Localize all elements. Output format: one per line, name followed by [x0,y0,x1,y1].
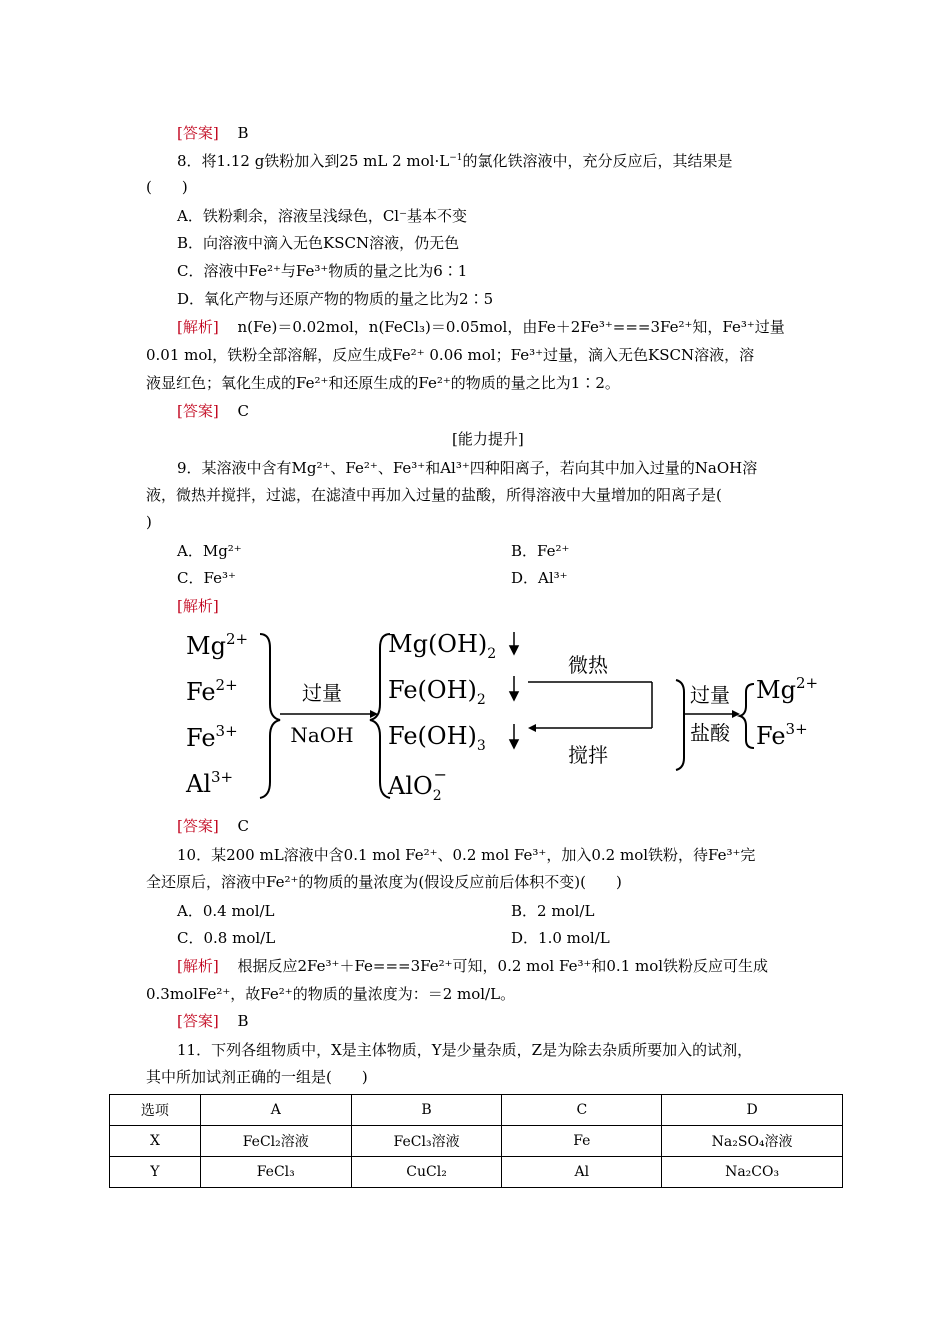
right-bracket [676,680,684,770]
question-10-stem: 全还原后，溶液中Fe²⁺的物质的量浓度为(假设反应前后体积不变)( ) [146,873,622,891]
acid-top-label: 过量 [690,683,730,707]
option-9-c: C．Fe³⁺ [177,569,236,587]
reagent-top-label: 过量 [302,681,342,705]
table-cell: CuCl₂ [351,1157,502,1188]
analysis-text: n(Fe)＝0.02mol，n(FeCl₃)＝0.05mol，由Fe＋2Fe³⁺===3Fe²⁺知，Fe³⁺过量 [237,318,785,336]
analysis-text: 0.01 mol，铁粉全部溶解，反应生成Fe²⁺ 0.06 mol；Fe³⁺过量，滴入无色KSCN溶液，溶 [146,346,755,364]
analysis-line-q9 [177,595,219,617]
table-cell: Na₂CO₃ [662,1157,843,1188]
question-8-stem-part: 8．将1.12 g铁粉加入到25 mL 2 mol·L [177,152,450,170]
table-row [110,1126,843,1157]
table-header-cell: D [662,1095,843,1126]
reaction-scheme [180,628,850,808]
ion-label: $Al^{3+}$ [186,768,234,798]
answer-line-q9 [177,815,249,837]
analysis-line-q10 [177,955,768,977]
table-cell: FeCl₃ [200,1157,351,1188]
option-8-b: B．向溶液中滴入无色KSCN溶液，仍无色 [177,234,460,252]
acid-bottom-label: 盐酸 [690,721,730,745]
option-10-c: C．0.8 mol/L [177,929,276,947]
answer-tag: [答案] [177,402,219,420]
answer-value: B [237,1012,249,1030]
analysis-tag: [解析] [177,957,219,975]
option-10-a: A．0.4 mol/L [177,902,275,920]
question-9-stem: 9．某溶液中含有Mg²⁺、Fe²⁺、Fe³⁺和Al³⁺四种阳离子，若向其中加入过量的NaOH溶 [177,459,758,477]
table-cell: Y [110,1157,201,1188]
table-cell: Al [502,1157,662,1188]
ion-label: $Fe^{2+}$ [186,676,238,706]
answer-tag: [答案] [177,124,219,142]
product-label: $Mg(OH)_2$ [388,630,497,662]
right-brace [260,634,280,798]
question-9-stem: ) [146,513,152,531]
answer-tag: [答案] [177,817,219,835]
arrow-head [528,724,536,732]
question-11-stem: 11．下列各组物质中，X是主体物质，Y是少量杂质，Z是为除去杂质所要加入的试剂， [177,1041,753,1059]
stir-label: 搅拌 [568,743,608,767]
final-ion-label: $Fe^{3+}$ [756,720,808,750]
final-ion-label: $Mg^{2+}$ [756,674,819,704]
product-label: $Fe(OH)_2$ [388,676,486,708]
left-brace [740,684,754,748]
table-cell: FeCl₃溶液 [351,1126,502,1157]
option-9-b: B．Fe²⁺ [511,542,570,560]
table-header-row [110,1095,843,1126]
option-8-d: D．氧化产物与还原产物的物质的量之比为2∶5 [177,290,494,308]
table-cell: X [110,1126,201,1157]
product-label: $Fe(OH)_3$ [388,722,486,754]
analysis-text: 液显红色；氧化生成的Fe²⁺和还原生成的Fe²⁺的物质的量之比为1∶2。 [146,374,620,392]
question-10-stem: 10．某200 mL溶液中含0.1 mol Fe²⁺、0.2 mol Fe³⁺，加入0.2 mol铁粉，待Fe³⁺完 [177,846,756,864]
analysis-tag: [解析] [177,597,219,615]
option-10-b: B．2 mol/L [511,902,595,920]
option-9-d: D．Al³⁺ [511,569,568,587]
heat-label: 微热 [568,653,608,677]
question-8-paren: ( ) [146,178,188,196]
question-8-stem [177,150,733,172]
option-9-a: A．Mg²⁺ [177,542,242,560]
table-cell: FeCl₂溶液 [200,1126,351,1157]
unit-exponent: −1 [449,153,463,163]
arrow-head [732,710,740,718]
table-cell: Fe [502,1126,662,1157]
answer-value: C [237,817,249,835]
ion-label: $Mg^{2+}$ [186,630,249,660]
analysis-text: 0.3molFe²⁺，故Fe²⁺的物质的量浓度为：＝2 mol/L。 [146,985,516,1003]
answer-line-q8 [177,400,249,422]
answer-line-q10 [177,1010,249,1032]
ion-label: $Fe^{3+}$ [186,722,238,752]
precipitate-arrows [510,632,518,748]
options-table [109,1094,843,1188]
option-8-c: C．溶液中Fe²⁺与Fe³⁺物质的量之比为6∶1 [177,262,468,280]
table-header-cell: 选项 [110,1095,201,1126]
question-9-stem: 液，微热并搅拌，过滤，在滤渣中再加入过量的盐酸，所得溶液中大量增加的阳离子是( [146,486,722,504]
question-8-stem-part: 的氯化铁溶液中，充分反应后，其结果是 [462,152,733,170]
analysis-text: 根据反应2Fe³⁺＋Fe===3Fe²⁺可知，0.2 mol Fe³⁺和0.1 mol铁粉反应可生成 [237,957,769,975]
table-row [110,1157,843,1188]
table-header-cell: C [502,1095,662,1126]
analysis-line-q8 [177,316,785,338]
answer-value: B [237,124,249,142]
option-8-a: A．铁粉剩余，溶液呈浅绿色，Cl⁻基本不变 [177,207,468,225]
analysis-tag: [解析] [177,318,219,336]
table-header-cell: B [351,1095,502,1126]
reagent-bottom-label: NaOH [290,723,354,747]
table-header-cell: A [200,1095,351,1126]
answer-tag: [答案] [177,1012,219,1030]
option-10-d: D．1.0 mol/L [511,929,610,947]
answer-value: C [237,402,249,420]
answer-line-q7 [177,122,249,144]
table-cell: Na₂SO₄溶液 [662,1126,843,1157]
section-title: [能力提升] [452,430,524,448]
product-label: AlO$_2$− [388,765,448,804]
question-11-stem: 其中所加试剂正确的一组是( ) [146,1068,368,1086]
